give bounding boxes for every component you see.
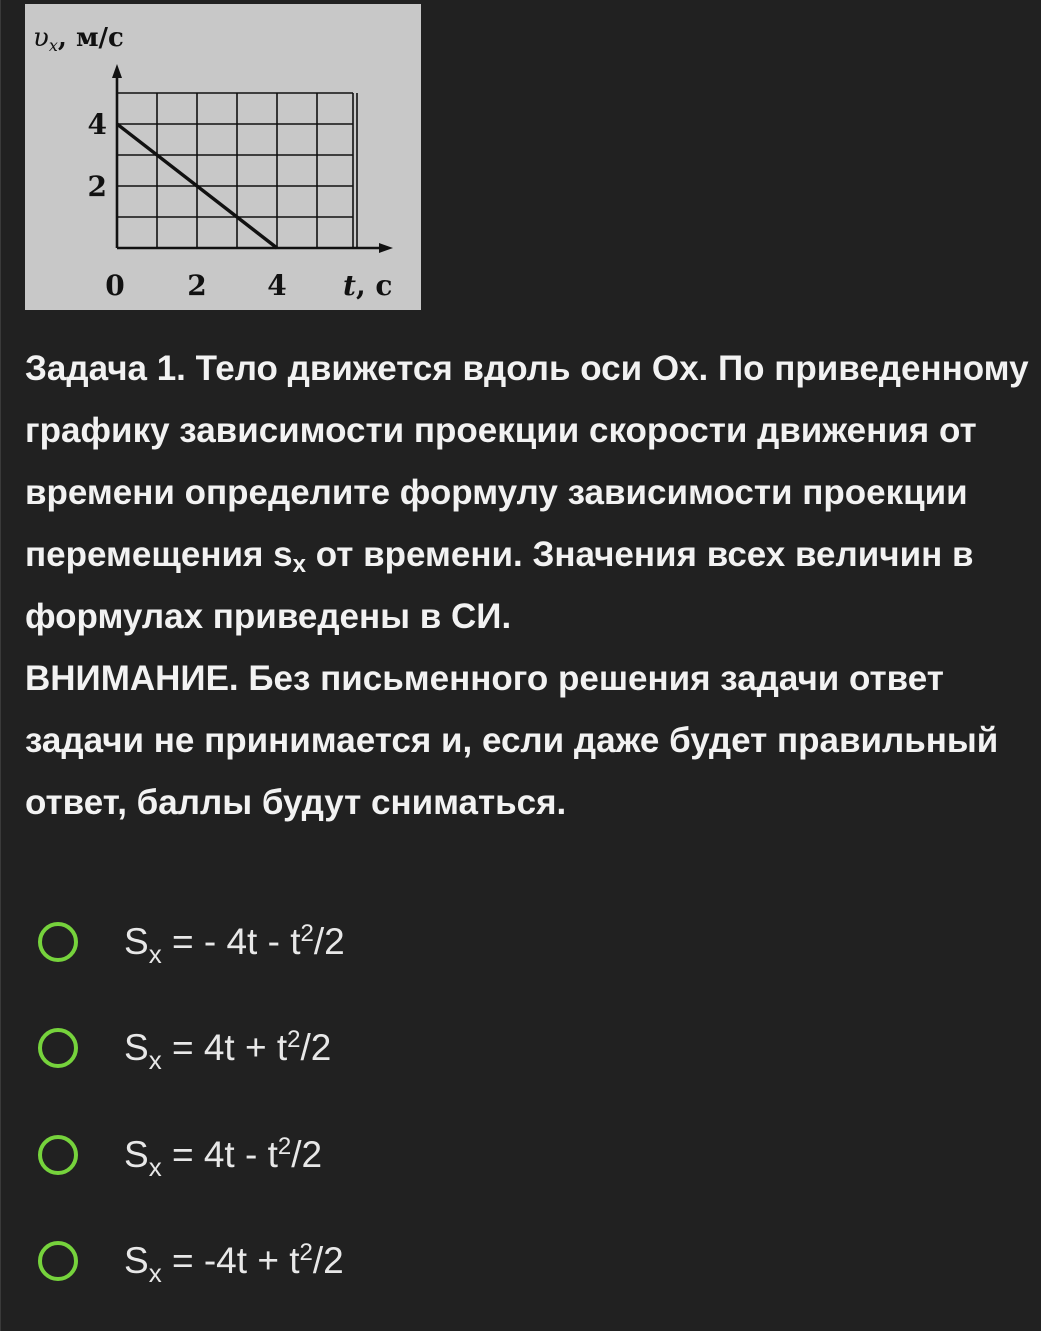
option-text: /2: [300, 1027, 332, 1068]
x-tick-label: 4: [267, 269, 287, 302]
option-label: [124, 1129, 322, 1186]
warning-paragraph: ВНИМАНИЕ. Без письменного решения задачи ответ задачи не принимается и, если даже будет правильный ответ, баллы будут сниматься.: [25, 659, 999, 822]
option-sup: 2: [287, 1026, 301, 1053]
option-text: S: [124, 1027, 149, 1068]
option-label: [124, 1235, 344, 1292]
x-tick-label: 2: [187, 269, 207, 302]
answer-option-4[interactable]: [38, 1241, 638, 1301]
answer-option-1[interactable]: [38, 922, 638, 982]
y-tick-label: 2: [87, 170, 107, 203]
y-axis-symbol: υ: [33, 23, 49, 53]
question-paragraph: [25, 338, 1030, 648]
option-text: = 4t - t: [161, 1134, 278, 1175]
x-axis-symbol: t: [343, 269, 356, 302]
y-tick-label: 4: [87, 108, 107, 141]
question-part-1: Задача 1. Тело движется вдоль оси Ox. По приведенному графику зависимости проекции скорости движения от времени определите формулу зависимости проекции перемещения s: [25, 349, 1029, 574]
option-label: [124, 1022, 331, 1079]
y-axis-label: [33, 23, 124, 55]
option-text: /2: [312, 1240, 344, 1281]
option-sup: 2: [299, 1239, 313, 1266]
option-label: [124, 916, 345, 973]
y-axis-subscript: x: [48, 36, 58, 55]
y-axis-unit: , м/с: [57, 23, 124, 53]
question-subscript: x: [292, 551, 306, 578]
option-text: = -4t + t: [161, 1240, 300, 1281]
option-sub: x: [148, 1258, 162, 1288]
x-axis-unit: , с: [355, 269, 393, 302]
option-sup: 2: [277, 1133, 292, 1160]
option-text: = 4t + t: [161, 1027, 288, 1068]
option-text: /2: [291, 1134, 323, 1175]
radio-button[interactable]: [38, 1028, 78, 1068]
option-sub: x: [148, 1045, 162, 1075]
option-text: = - 4t - t: [161, 921, 301, 962]
radio-button[interactable]: [38, 1135, 78, 1175]
answer-option-2[interactable]: [38, 1028, 638, 1088]
x-tick-label: 0: [105, 269, 125, 302]
answer-option-3[interactable]: [38, 1135, 638, 1195]
option-sup: 2: [300, 920, 314, 947]
option-sub: x: [148, 939, 162, 969]
option-text: S: [124, 1134, 149, 1175]
question-text: [25, 338, 1030, 834]
option-text: /2: [313, 921, 345, 962]
chart-svg: [25, 4, 421, 310]
option-sub: x: [148, 1152, 162, 1182]
option-text: S: [124, 1240, 149, 1281]
option-text: S: [124, 921, 149, 962]
velocity-chart: [25, 4, 421, 310]
radio-button[interactable]: [38, 922, 78, 962]
x-axis-label: [343, 269, 392, 302]
radio-button[interactable]: [38, 1241, 78, 1281]
question-part-2: от времени. Значения всех величин в формулах приведены в СИ.: [25, 535, 974, 636]
